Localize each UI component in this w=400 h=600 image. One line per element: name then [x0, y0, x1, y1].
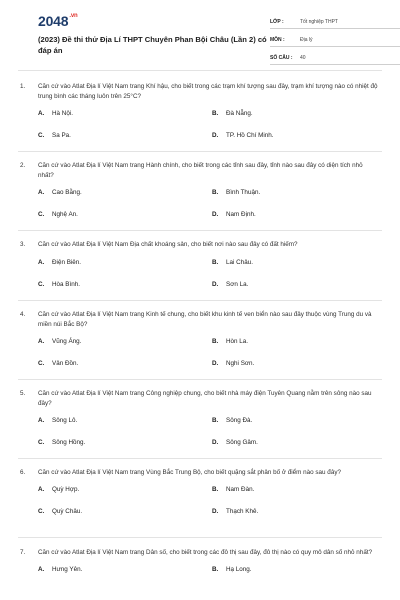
question-2: [18, 161, 382, 233]
question-text: Căn cứ vào Atlat Địa lí Việt Nam trang Vùng Bắc Trung Bộ, cho biết quặng sắt phân bố ở điểm nào sau đây?: [38, 469, 341, 476]
option-text: Nam Đàn.: [226, 486, 255, 493]
option-label: A.: [38, 566, 45, 573]
option-text: Nam Định.: [226, 211, 256, 218]
divider: [18, 458, 382, 459]
option-a[interactable]: [38, 417, 77, 424]
question-number: 3.: [20, 241, 26, 248]
logo-domain-text: .vn: [69, 13, 78, 19]
question-stem: [18, 240, 382, 250]
meta-key: SỐ CÂU :: [270, 55, 293, 61]
option-text: Sông Đà.: [226, 417, 253, 424]
question-number: 4.: [20, 311, 26, 318]
option-text: Nghệ An.: [52, 211, 78, 218]
option-text: Hà Nội.: [52, 110, 73, 117]
divider: [18, 300, 382, 301]
question-stem: [18, 161, 382, 181]
option-text: Sông Hồng.: [52, 439, 86, 446]
option-text: Bình Thuận.: [226, 189, 261, 196]
meta-value: Địa lý: [300, 37, 313, 43]
option-label: C.: [38, 360, 45, 367]
option-text: Đà Nẵng.: [226, 110, 253, 117]
option-label: C.: [38, 211, 45, 218]
option-label: B.: [212, 566, 219, 573]
option-label: B.: [212, 259, 219, 266]
question-stem: [18, 468, 382, 478]
option-c[interactable]: [38, 211, 78, 218]
option-text: TP. Hồ Chí Minh.: [226, 132, 274, 139]
question-number: 1.: [20, 83, 26, 90]
option-a[interactable]: [38, 486, 79, 493]
option-c[interactable]: [38, 508, 82, 515]
option-a[interactable]: [38, 338, 81, 345]
option-text: Vân Đồn.: [52, 360, 79, 367]
divider: [18, 230, 382, 231]
option-label: A.: [38, 110, 45, 117]
option-label: B.: [212, 486, 219, 493]
option-a[interactable]: [38, 566, 82, 573]
site-logo[interactable]: [38, 13, 77, 29]
options: [18, 564, 382, 584]
option-label: B.: [212, 110, 219, 117]
option-text: Vũng Áng.: [52, 338, 82, 345]
option-text: Quỳ Hợp.: [52, 486, 80, 493]
question-number: 7.: [20, 549, 26, 556]
option-b[interactable]: [212, 259, 253, 266]
option-text: Hòn La.: [226, 338, 249, 345]
question-number: 5.: [20, 390, 26, 397]
option-d[interactable]: [212, 281, 248, 288]
option-b[interactable]: [212, 417, 252, 424]
option-text: Quỳ Châu.: [52, 508, 83, 515]
option-label: D.: [212, 508, 219, 515]
option-b[interactable]: [212, 110, 253, 117]
option-label: C.: [38, 439, 45, 446]
options: [18, 108, 382, 154]
question-stem: [18, 310, 382, 330]
meta-row-subject: [270, 31, 400, 47]
option-text: Sông Gâm.: [226, 439, 258, 446]
meta-row-class: [270, 13, 400, 29]
option-label: A.: [38, 189, 45, 196]
question-text: Căn cứ vào Atlat Địa lí Việt Nam trang Kinh tế chung, cho biết khu kinh tế ven biển nào sau đây thuộc vùng Trung du và miền núi Bắc Bộ?: [38, 311, 372, 328]
question-1: [18, 82, 382, 154]
meta-value: Tốt nghiệp THPT: [300, 19, 338, 25]
question-number: 6.: [20, 469, 26, 476]
divider: [18, 151, 382, 152]
option-text: Hưng Yên.: [52, 566, 83, 573]
question-text: Căn cứ vào Atlat Địa lí Việt Nam Địa chất khoáng sản, cho biết nơi nào sau đây có đất hiếm?: [38, 241, 298, 248]
question-text: Căn cứ vào Atlat Địa lí Việt Nam trang Dân số, cho biết trong các đô thị sau đây, đô thị nào có quy mô dân số nhỏ nhất?: [38, 549, 373, 556]
option-a[interactable]: [38, 189, 82, 196]
meta-key: MÔN :: [270, 37, 285, 43]
option-label: B.: [212, 338, 219, 345]
option-text: Hạ Long.: [226, 566, 252, 573]
option-text: Sông Lô.: [52, 417, 78, 424]
option-b[interactable]: [212, 338, 248, 345]
option-text: Sơn La.: [226, 281, 249, 288]
options: [18, 484, 382, 530]
option-label: C.: [38, 132, 45, 139]
option-d[interactable]: [212, 508, 258, 515]
option-text: Thạch Khê.: [226, 508, 259, 515]
meta-value: 40: [300, 55, 306, 61]
question-text: Căn cứ vào Atlat Địa lí Việt Nam trang Hành chính, cho biết trong các tỉnh sau đây, tỉnh nào sau đây có diện tích nhỏ nhất?: [38, 162, 363, 179]
option-label: A.: [38, 417, 45, 424]
meta-row-count: [270, 49, 400, 65]
option-label: A.: [38, 259, 45, 266]
question-stem: [18, 82, 382, 102]
exam-meta: [270, 13, 400, 67]
question-text: Căn cứ vào Atlat Địa lí Việt Nam trang Công nghiệp chung, cho biết nhà máy điện Tuyên Quang nằm trên sông nào sau đây?: [38, 390, 372, 407]
options: [18, 257, 382, 303]
option-label: D.: [212, 132, 219, 139]
divider: [18, 537, 382, 538]
option-text: Sa Pa.: [52, 132, 71, 139]
logo-main-text: 2048: [38, 13, 69, 29]
option-label: C.: [38, 508, 45, 515]
option-text: Lai Châu.: [226, 259, 253, 266]
options: [18, 187, 382, 233]
option-label: D.: [212, 360, 219, 367]
option-text: Điện Biên.: [52, 259, 82, 266]
option-d[interactable]: [212, 439, 258, 446]
option-c[interactable]: [38, 281, 80, 288]
option-d[interactable]: [212, 132, 273, 139]
option-d[interactable]: [212, 211, 256, 218]
page-header: [18, 0, 382, 70]
option-label: D.: [212, 439, 219, 446]
question-4: [18, 310, 382, 382]
question-number: 2.: [20, 162, 26, 169]
question-7: [18, 548, 382, 584]
option-b[interactable]: [212, 486, 254, 493]
question-5: [18, 389, 382, 461]
option-c[interactable]: [38, 360, 78, 367]
option-c[interactable]: [38, 439, 85, 446]
divider: [18, 70, 382, 71]
option-label: B.: [212, 189, 219, 196]
divider: [18, 379, 382, 380]
exam-title: (2023) Đề thi thử Địa Lí THPT Chuyên Phan Bội Châu (Lần 2) có đáp án: [38, 35, 267, 55]
question-3: [18, 240, 382, 303]
option-a[interactable]: [38, 259, 81, 266]
option-text: Hòa Bình.: [52, 281, 81, 288]
option-label: D.: [212, 281, 219, 288]
options: [18, 415, 382, 461]
option-c[interactable]: [38, 132, 71, 139]
options: [18, 336, 382, 382]
question-6: [18, 468, 382, 530]
option-label: C.: [38, 281, 45, 288]
question-stem: [18, 548, 382, 558]
question-stem: [18, 389, 382, 409]
option-a[interactable]: [38, 110, 73, 117]
option-b[interactable]: [212, 566, 252, 573]
option-label: A.: [38, 338, 45, 345]
option-label: D.: [212, 211, 219, 218]
option-label: B.: [212, 417, 219, 424]
meta-key: LỚP :: [270, 19, 284, 25]
option-b[interactable]: [212, 189, 260, 196]
option-text: Nghi Sơn.: [226, 360, 255, 367]
question-text: Căn cứ vào Atlat Địa lí Việt Nam trang Khí hậu, cho biết trong các trạm khí tượng sau đây, trạm khí tượng nào có nhiệt độ trung bình các tháng luôn trên 25°C?: [38, 83, 378, 100]
option-d[interactable]: [212, 360, 254, 367]
option-label: A.: [38, 486, 45, 493]
option-text: Cao Bằng.: [52, 189, 82, 196]
